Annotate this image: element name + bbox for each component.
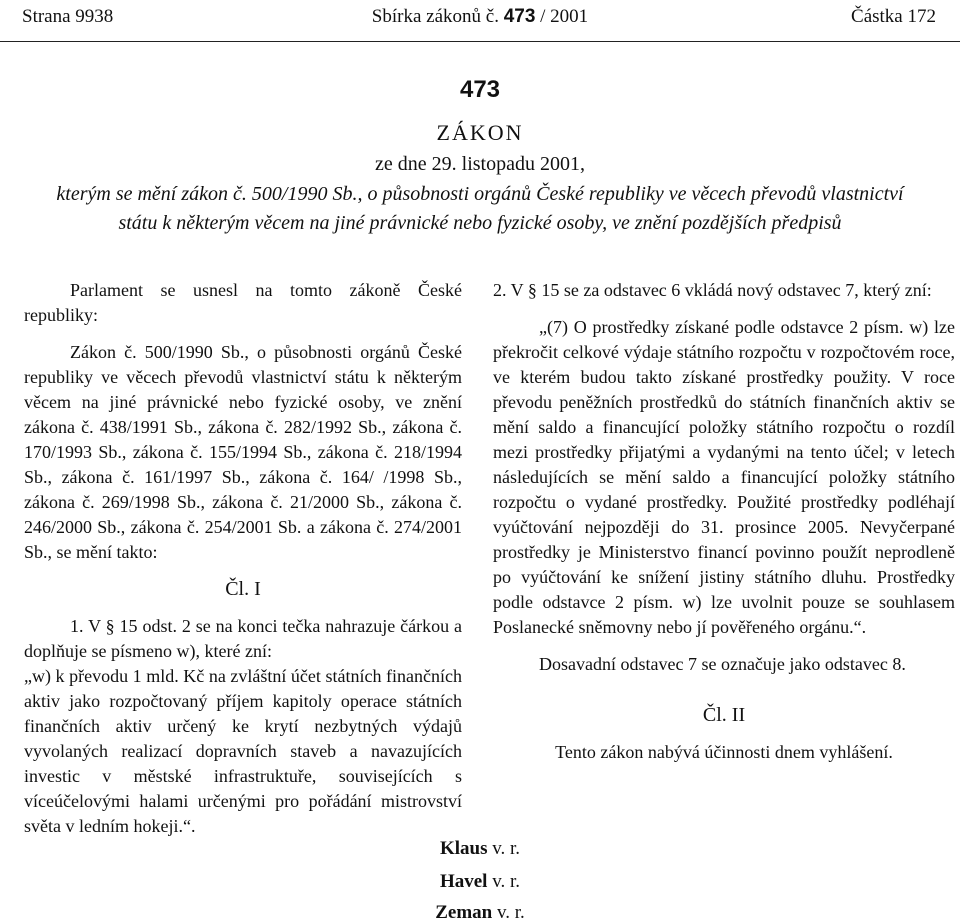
enacting-clause: Parlament se usnesl na tomto zákoně České republiky: bbox=[24, 280, 462, 325]
amended-act-paragraph: Zákon č. 500/1990 Sb., o působnosti orgánů České republiky ve věcech převodů vlastnictví státu k některým věcem na jiné právnické nebo fyzické osoby, ve znění zákona č. 438/1991 Sb., zákona č. 282/1992 Sb., zákona č. 170/1993 Sb., zákona č. 155/1994 Sb., zákona č. 218/1994 Sb., zákona č. 161/1997 Sb., zákona č. 164/ /1998 Sb., zákona č. 269/1998 Sb., zákona č. 21/2000 Sb., zákona č. 246/2000 Sb., zákona č. 254/2001 Sb. a zákona č. 274/2001 Sb., se mění takto: bbox=[24, 342, 462, 562]
left-column bbox=[24, 278, 462, 839]
signatory-name: Klaus bbox=[439, 838, 488, 859]
amendment-point-2: 2. V § 15 se za odstavec 6 vkládá nový odstavec 7, který zní: bbox=[493, 280, 932, 300]
collection-label: Sbírka zákonů č. bbox=[371, 6, 499, 27]
renumbering-note: Dosavadní odstavec 7 se označuje jako odstavec 8. bbox=[539, 654, 906, 674]
inserted-letter-w: „w) k převodu 1 mld. Kč na zvláštní účet státních finančních aktiv jako rozpočtovaný příjem kapitoly operace státních finančních aktiv určený ke krytí nezbytných výdajů vyvolaných realizací dopravních staveb a navazujících investic v městské infrastruktuře, souvisejících s víceúčelovými halami určenými pro pořádání mistrovství světa v ledním hokeji.“. bbox=[24, 666, 462, 836]
law-kind: ZÁKON bbox=[436, 120, 524, 145]
article-heading: Čl. I bbox=[225, 578, 261, 600]
collection-year: / 2001 bbox=[535, 6, 589, 27]
law-subject bbox=[0, 180, 960, 238]
law-subject-line: kterým se mění zákon č. 500/1990 Sb., o působnosti orgánů České republiky ve věcech převodů vlastnictví bbox=[56, 183, 904, 205]
law-date: ze dne 29. listopadu 2001, bbox=[375, 153, 585, 175]
signature-havel bbox=[0, 871, 960, 893]
signatory-suffix: v. r. bbox=[487, 838, 521, 859]
issue-number: Částka 172 bbox=[851, 6, 936, 27]
collection-number: 473 bbox=[503, 6, 536, 27]
inserted-paragraph-7: „(7) O prostředky získané podle odstavce 2 písm. w) lze překročit celkové výdaje státního rozpočtu v rozpočtovém roce, ve kterém budou takto získané prostředky použity. V roce převodu peněžních prostředků do státních finančních aktiv se mění saldo a financující položky státního rozpočtu o rozdíl mezi prostředky přijatými a vydanými na tento účel; v letech následujících se mění saldo a financující položky státního rozpočtu o vydané prostředky. Použité prostředky podléhají vyúčtování nejpozději do 31. prosince 2005. Nevyčerpané prostředky je Ministerstvo financí povinno použít neprodleně po vyúčtování ke snížení jistiny státního dluhu. Prostředky podle odstavce 2 písm. w) lze uvolnit pouze se souhlasem Poslanecké sněmovny nebo jí pověřeného orgánu.“. bbox=[493, 317, 955, 637]
effect-clause: Tento zákon nabývá účinnosti dnem vyhlášení. bbox=[555, 742, 893, 762]
signatory-name: Zeman bbox=[435, 902, 493, 923]
header-divider bbox=[0, 41, 960, 42]
signatory-suffix: v. r. bbox=[487, 871, 521, 892]
right-column bbox=[493, 278, 955, 765]
signatory-name: Havel bbox=[439, 871, 488, 892]
signatory-suffix: v. r. bbox=[492, 902, 525, 923]
signature-klaus bbox=[0, 838, 960, 860]
amendment-point-1: 1. V § 15 odst. 2 se na konci tečka nahrazuje čárkou a doplňuje se písmeno w), které zní: bbox=[24, 616, 462, 661]
page-number: Strana 9938 bbox=[22, 6, 114, 27]
collection-reference bbox=[0, 6, 960, 28]
law-subject-line: státu k některým věcem na jiné právnické nebo fyzické osoby, ve znění pozdějších předpisů bbox=[118, 212, 842, 234]
article-heading: Čl. II bbox=[702, 704, 746, 726]
signature-zeman bbox=[0, 902, 960, 924]
law-number: 473 bbox=[459, 76, 501, 103]
